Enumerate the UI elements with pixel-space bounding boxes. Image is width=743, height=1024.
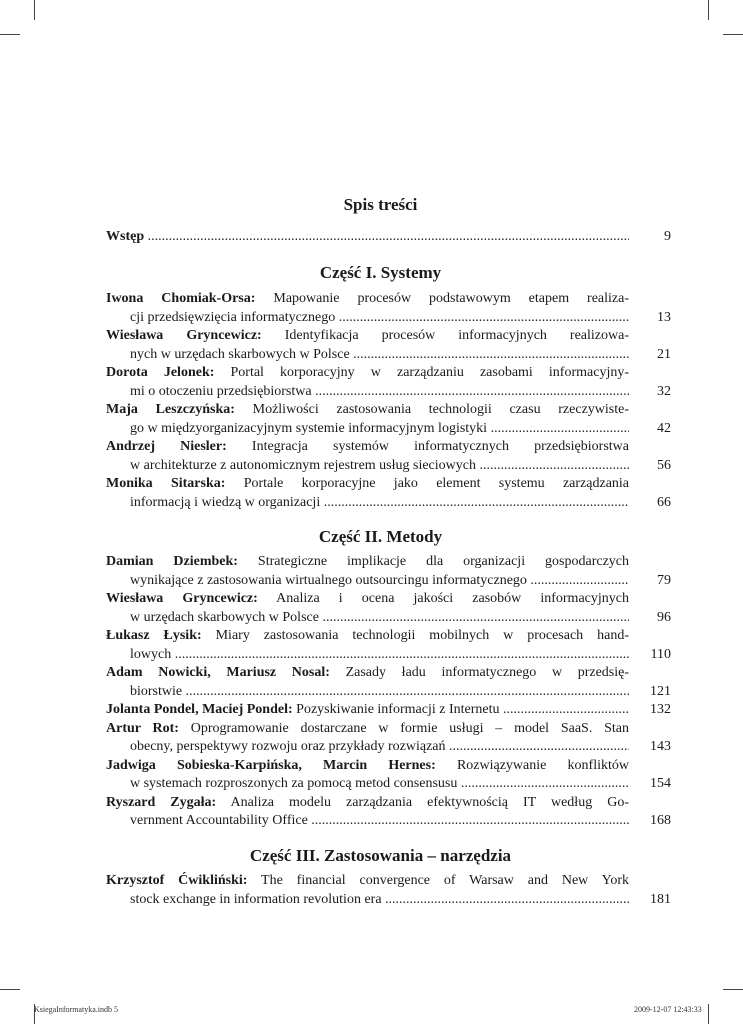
entry-author: Adam Nowicki, Mariusz Nosal: <box>106 665 330 680</box>
toc-entry-line <box>106 364 629 383</box>
toc-entry[interactable] <box>106 553 671 590</box>
toc-entry-line <box>106 309 629 328</box>
page-number: 143 <box>650 739 671 754</box>
crop-mark <box>0 34 20 35</box>
entry-author: Iwona Chomiak-Orsa: <box>106 291 256 306</box>
entry-title-continued: go w międzyorganizacyjnym systemie informacyjnym logistyki <box>130 420 488 436</box>
toc-entry[interactable] <box>106 794 671 831</box>
toc-entry[interactable] <box>106 438 671 475</box>
toc-entry-line <box>106 420 629 439</box>
entry-title: Oprogramowanie dostarczane w formie usługi – model SaaS. Stan <box>190 720 630 736</box>
entry-author: Andrzej Niesler: <box>106 439 227 454</box>
page-number: 9 <box>664 229 671 244</box>
crop-mark <box>708 1004 709 1024</box>
toc-entry-line <box>106 290 629 309</box>
toc-entry-line <box>106 383 629 402</box>
entry-title-continued: lowych <box>130 646 172 662</box>
entry-author: Jadwiga Sobieska-Karpińska, Marcin Hernes: <box>106 757 436 773</box>
toc-entry[interactable] <box>106 590 671 627</box>
toc-entry[interactable] <box>106 364 671 401</box>
entry-author: Krzysztof Ćwikliński: <box>106 873 248 888</box>
crop-mark <box>708 0 709 20</box>
toc-entry-intro[interactable] <box>106 228 671 247</box>
entry-title: Pozyskiwanie informacji z Internetu <box>296 702 500 717</box>
entry-title-continued: cji przedsięwzięcia informatycznego <box>130 309 336 325</box>
toc-entry-line <box>106 891 629 910</box>
entry-title-continued: wynikające z zastosowania wirtualnego outsourcingu informatycznego <box>130 572 527 588</box>
toc-entry-line <box>106 775 629 794</box>
entry-title: Rozwiązywanie konfliktów <box>456 757 629 773</box>
entry-title-continued: stock exchange in information revolution era <box>130 891 382 907</box>
entry-title: Integracja systemów informatycznych przedsiębiorstwa <box>251 439 629 454</box>
toc-entry[interactable] <box>106 757 671 794</box>
entry-author: Damian Dziembek: <box>106 554 238 569</box>
entry-author: Artur Rot: <box>106 720 179 736</box>
entry-title: Analiza i ocena jakości zasobów informacyjnych <box>276 591 629 606</box>
entry-title-continued: nych w urzędach skarbowych w Polsce <box>130 346 350 362</box>
toc-entry[interactable] <box>106 290 671 327</box>
toc-entry[interactable] <box>106 475 671 512</box>
footer-timestamp: 2009-12-07 12:43:33 <box>634 1005 702 1014</box>
toc-entry-line <box>106 494 629 513</box>
entry-title: Miary zastosowania technologii mobilnych w procesach hand- <box>215 628 629 643</box>
entry-title: Portal korporacyjny w zarządzaniu zasobami informacyjny- <box>230 365 629 380</box>
entry-title-continued: w systemach rozproszonych za pomocą metod consensusu <box>130 776 458 791</box>
entry-title-continued: biorstwie <box>130 683 183 699</box>
toc-entry-line <box>106 794 629 813</box>
entry-title-continued: w urzędach skarbowych w Polsce <box>130 609 319 625</box>
toc-entry-line <box>106 738 629 757</box>
page-number: 96 <box>657 609 671 625</box>
toc-entry[interactable] <box>106 872 671 909</box>
toc-entry-line <box>106 438 629 457</box>
page-number: 132 <box>650 702 671 717</box>
part-title: Część II. Metody <box>318 527 443 546</box>
toc-entry-line <box>106 664 629 683</box>
toc-entry-line <box>106 757 629 776</box>
entry-title: Identyfikacja procesów informacyjnych realizowa- <box>284 328 629 343</box>
page-number: 21 <box>657 346 671 362</box>
toc-entry-line <box>106 346 629 365</box>
page-number: 154 <box>650 776 671 791</box>
toc-entry-line <box>106 457 629 476</box>
toc-entry[interactable] <box>106 720 671 757</box>
entry-title-continued: w architekturze z autonomicznym rejestrem usług sieciowych <box>130 457 476 473</box>
toc-entry-line <box>106 401 629 420</box>
page-number: 110 <box>650 646 671 662</box>
page-number: 32 <box>657 383 671 399</box>
toc-entry-line <box>106 872 629 891</box>
toc-entry[interactable] <box>106 701 671 720</box>
crop-mark <box>723 34 743 35</box>
toc-entry-line <box>106 572 629 591</box>
entry-title: Analiza modelu zarządzania efektywnością IT według Go- <box>230 794 629 810</box>
entry-author: Dorota Jelonek: <box>106 365 215 380</box>
page-number: 13 <box>657 309 671 325</box>
toc-entry-line <box>106 646 629 665</box>
entry-title: Strategiczne implikacje dla organizacji gospodarczych <box>257 554 629 569</box>
page-number: 79 <box>657 572 671 588</box>
toc-entry-line <box>106 475 629 494</box>
part-title: Część III. Zastosowania – narzędzia <box>249 846 512 865</box>
crop-mark <box>34 0 35 20</box>
toc-entry-line <box>106 609 629 628</box>
footer-file-name: KsiegaInformatyka.indb 5 <box>34 1005 118 1014</box>
entry-author: Wiesława Gryncewicz: <box>106 591 258 606</box>
entry-title-continued: mi o otoczeniu przedsiębiorstwa <box>130 383 312 399</box>
toc-entry[interactable] <box>106 327 671 364</box>
crop-mark <box>0 989 20 990</box>
entry-author: Ryszard Zygała: <box>106 794 217 810</box>
page-number: 56 <box>657 457 671 473</box>
toc-entry-line <box>106 590 629 609</box>
crop-mark <box>723 989 743 990</box>
page-number: 42 <box>657 420 671 436</box>
entry-title: Mapowanie procesów podstawowym etapem realiza- <box>273 291 630 306</box>
entry-author: Wiesława Gryncewicz: <box>106 328 262 343</box>
part-title: Część I. Systemy <box>319 263 442 282</box>
entry-title-continued: obecny, perspektywy rozwoju oraz przykłady rozwiązań <box>130 739 446 754</box>
page-title: Spis treści <box>343 195 418 214</box>
toc-entry-label: Wstęp <box>106 229 145 244</box>
entry-author: Monika Sitarska: <box>106 476 226 491</box>
entry-title: Portale korporacyjne jako element systemu zarządzania <box>243 476 630 491</box>
toc-entry-line <box>106 627 629 646</box>
page-number: 181 <box>650 891 671 907</box>
entry-title: The financial convergence of Warsaw and New York <box>261 873 629 888</box>
toc-entry-line <box>106 683 629 702</box>
entry-title: Zasady ładu informatycznego w przedsię- <box>345 665 630 680</box>
toc-entry-line <box>106 701 629 720</box>
entry-author: Jolanta Pondel, Maciej Pondel: <box>106 702 293 717</box>
toc-entry-line <box>106 553 629 572</box>
toc-entry[interactable] <box>106 664 671 701</box>
entry-title: Możliwości zastosowania technologii czasu rzeczywiste- <box>252 402 630 417</box>
toc-entry[interactable] <box>106 401 671 438</box>
toc-entry-line <box>106 327 629 346</box>
entry-author: Maja Leszczyńska: <box>106 402 235 417</box>
page-number: 168 <box>650 813 671 828</box>
entry-title-continued: vernment Accountability Office <box>130 813 308 828</box>
toc-entry-line <box>106 228 629 247</box>
toc-entry[interactable] <box>106 627 671 664</box>
page-number: 66 <box>657 494 671 510</box>
toc-entry-line <box>106 720 629 739</box>
entry-author: Łukasz Łysik: <box>106 628 202 643</box>
entry-title-continued: informacją i wiedzą w organizacji <box>130 494 321 510</box>
page-number: 121 <box>650 683 671 699</box>
toc-entry-line <box>106 812 629 831</box>
